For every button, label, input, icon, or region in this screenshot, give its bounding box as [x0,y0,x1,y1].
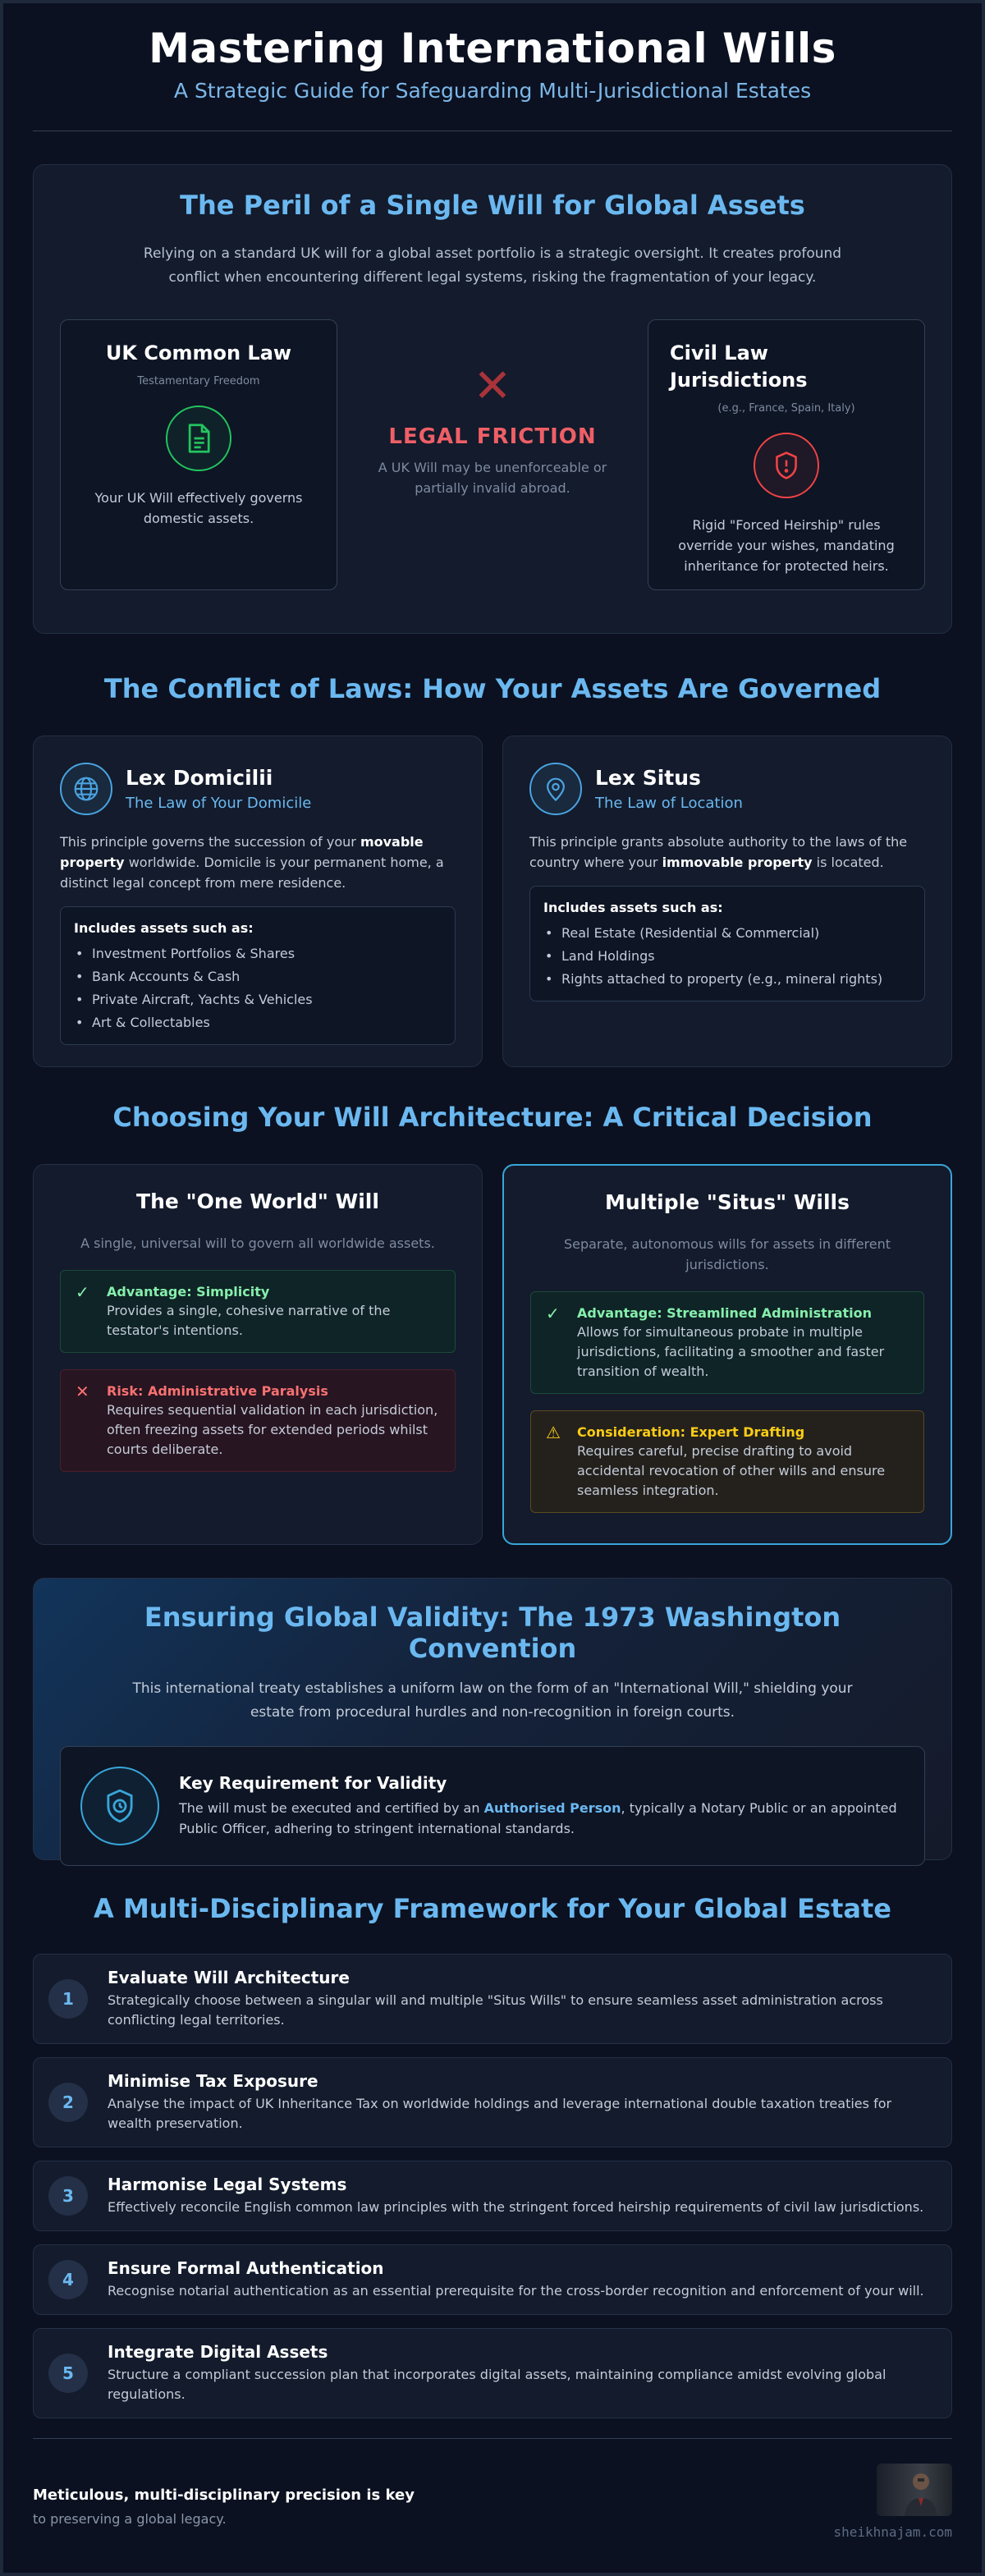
validity-section [33,1578,952,1860]
framework-steps [33,1954,952,2418]
domicilii-title: Lex Domicilii [126,766,273,790]
footer-tagline: Meticulous, multi-disciplinary precision is key [33,2487,415,2504]
list-item: • Bank Accounts & Cash [74,965,442,988]
list-item: • Real Estate (Residential & Commercial) [543,922,911,945]
check-icon: ✓ [76,1282,89,1302]
footer-tagline-2: to preserving a global legacy. [33,2511,227,2527]
list-item: • Private Aircraft, Yachts & Vehicles [74,988,442,1011]
situs-title: Lex Situs [595,766,701,790]
consideration-title: Consideration: Expert Drafting [577,1424,805,1440]
step-text: Strategically choose between a singular will and multiple "Situs Wills" to ensure seamless asset administration across conflicting legal territories. [108,1992,883,2028]
validity-intro: This international treaty establishes a uniform law on the form of an "International Will," shielding your estate from procedural hurdles and non-recognition in foreign courts. [132,1680,853,1721]
one-world-will-card [33,1164,483,1545]
friction-title: LEGAL FRICTION [388,424,597,449]
civil-law-card [648,319,925,590]
friction-cross-icon: ✕ [473,360,512,413]
multiple-advantage [530,1291,924,1394]
multiple-consideration [530,1410,924,1513]
step-text: Structure a compliant succession plan that incorporates digital assets, maintaining compliance amidst evolving global regulations. [108,2367,886,2402]
step-title: Evaluate Will Architecture [108,1968,350,1987]
risk-text: Requires sequential validation in each jurisdiction, often freezing assets for extended periods whilst courts deliberate. [107,1402,438,1457]
shield-alert-icon [754,433,819,498]
framework-step [33,2057,952,2147]
list-item: • Land Holdings [543,945,911,968]
lex-domicilii-card [33,736,483,1067]
multiple-situs-wills-card [502,1164,952,1545]
step-title: Minimise Tax Exposure [108,2071,318,2091]
one-world-desc: A single, universal will to govern all worldwide assets. [80,1235,435,1251]
advantage-text: Provides a single, cohesive narrative of the testator's intentions. [107,1303,391,1338]
step-number: 2 [48,2083,88,2122]
civil-card-tag: (e.g., France, Spain, Italy) [717,402,855,415]
one-world-risk [60,1369,456,1472]
step-text: Recognise notarial authentication as an essential prerequisite for the cross-border recognition and enforcement of your will. [108,2283,924,2299]
multiple-title: Multiple "Situs" Wills [604,1190,850,1214]
list-item: • Art & Collectables [74,1011,442,1034]
framework-step [33,2244,952,2315]
avatar [877,2464,952,2516]
step-number: 4 [48,2260,88,2299]
consideration-text: Requires careful, precise drafting to avoid accidental revocation of other wills and ensure seamless integration. [577,1443,886,1498]
advantage-title: Advantage: Streamlined Administration [577,1305,873,1321]
risk-title: Risk: Administrative Paralysis [107,1383,328,1399]
location-pin-icon [529,763,582,815]
framework-step [33,1954,952,2044]
requirement-text: The will must be executed and certified by an Authorised Person, typically a Notary Public or an appointed Public Officer, adhering to stringent international standards. [179,1800,897,1836]
peril-section [33,164,952,634]
domicilii-desc: This principle governs the succession of your movable property worldwide. Domicile is your permanent home, a distinct legal concept from mere residence. [60,834,444,891]
situs-includes-title: Includes assets such as: [543,900,723,915]
globe-icon [60,763,112,815]
peril-intro: Relying on a standard UK will for a global asset portfolio is a strategic oversight. It creates profound conflict when encountering different legal systems, risking the fragmentation of your legacy. [143,245,842,286]
warning-icon: ⚠ [546,1423,561,1442]
architecture-title: Choosing Your Will Architecture: A Critical Decision [112,1102,873,1133]
situs-subtitle: The Law of Location [595,795,743,812]
civil-card-title: Civil Law Jurisdictions [670,341,808,392]
step-text: Analyse the impact of UK Inheritance Tax on worldwide holdings and leverage international double taxation treaties for wealth preservation. [108,2096,892,2131]
step-title: Harmonise Legal Systems [108,2175,347,2194]
framework-title: A Multi-Disciplinary Framework for Your Global Estate [94,1893,891,1924]
validity-title: Ensuring Global Validity: The 1973 Washington Convention [144,1602,841,1664]
conflict-title: The Conflict of Laws: How Your Assets Are Governed [103,673,882,704]
shield-clock-icon [80,1767,159,1845]
multiple-desc: Separate, autonomous wills for assets in different jurisdictions. [563,1236,891,1272]
key-requirement-box [60,1746,925,1866]
step-number: 1 [48,1979,88,2019]
step-number: 5 [48,2354,88,2393]
uk-card-title: UK Common Law [105,341,292,364]
page-subtitle: A Strategic Guide for Safeguarding Multi-Jurisdictional Estates [173,79,812,103]
cross-icon: ✕ [76,1382,89,1401]
header [33,3,952,131]
domicilii-includes [60,906,456,1045]
step-text: Effectively reconcile English common law principles with the stringent forced heirship requirements of civil law jurisdictions. [108,2199,924,2215]
uk-card-text: Your UK Will effectively governs domestic assets. [94,490,303,526]
footer [33,2438,952,2576]
list-item: • Investment Portfolios & Shares [74,942,442,965]
situs-desc: This principle grants absolute authority to the laws of the country where your immovable property is located. [529,834,908,870]
one-world-advantage [60,1270,456,1353]
framework-step [33,2328,952,2418]
list-item: • Rights attached to property (e.g., mineral rights) [543,968,911,991]
advantage-text: Allows for simultaneous probate in multiple jurisdictions, facilitating a smoother and faster transition of wealth. [577,1324,885,1379]
check-icon: ✓ [546,1304,560,1323]
requirement-title: Key Requirement for Validity [179,1773,447,1793]
page-title: Mastering International Wills [149,25,836,72]
advantage-title: Advantage: Simplicity [107,1284,270,1299]
step-title: Integrate Digital Assets [108,2342,328,2362]
uk-card-tag: Testamentary Freedom [137,375,260,387]
one-world-title: The "One World" Will [136,1189,379,1213]
peril-title: The Peril of a Single Will for Global Assets [180,190,805,221]
uk-common-law-card [60,319,337,590]
domicilii-subtitle: The Law of Your Domicile [126,795,312,812]
step-title: Ensure Formal Authentication [108,2258,384,2278]
document-icon [166,406,231,471]
friction-text: A UK Will may be unenforceable or partially invalid abroad. [378,460,607,496]
framework-step [33,2161,952,2231]
civil-card-text: Rigid "Forced Heirship" rules override your wishes, mandating inheritance for protected heirs. [678,517,895,574]
footer-domain[interactable]: sheikhnajam.com [833,2524,952,2540]
step-number: 3 [48,2176,88,2216]
legal-friction [361,319,624,590]
situs-includes [529,886,925,1002]
domicilii-includes-title: Includes assets such as: [74,920,254,936]
lex-situs-card [502,736,952,1067]
